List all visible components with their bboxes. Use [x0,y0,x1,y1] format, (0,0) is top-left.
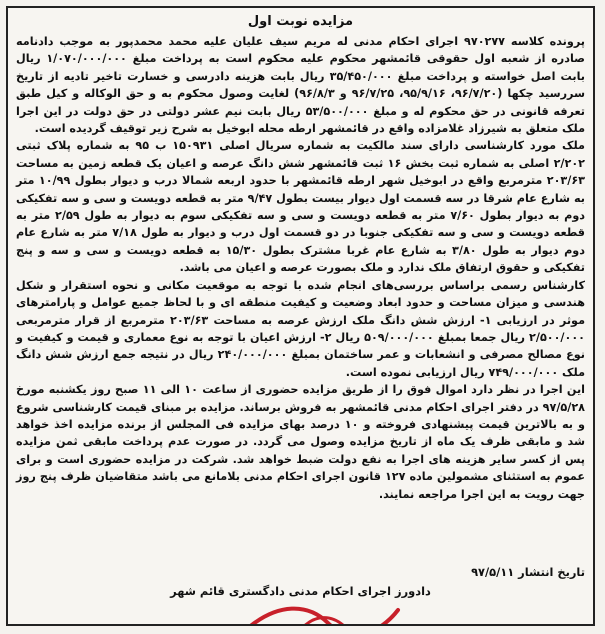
paragraph-valuation: کارشناس رسمی براساس بررسی‌های انجام شده با توجه به موقعیت مکانی و نحوه استقرار و شکل هندسی و میزان مساحت و حدود ابعاد وضعیت و کیفیت منطقه ای و با لحاظ جمیع عوامل و پارامترهای موثر در ارزیابی ۱- ارزش شش دانگ ملک ارزش عرصه به مساحت ۲۰۳/۶۳ مترمربع از قرار مترمربعی ۲/۵۰۰/۰۰۰ ریال جمعا بمبلغ ۵۰۹/۰۰۰/۰۰۰ ریال ۲- ارزش اعیان با توجه به نوع معماری و قیمت و کیفیت و نوع مصالح مصرفی و انشعابات و عمر ساختمان بمبلغ ۲۴۰/۰۰۰/۰۰۰ ریال در نتیجه جمع ارزش شش دانگ ملک ۷۴۹/۰۰۰/۰۰۰ ریال ارزیابی نموده است. [16,278,586,379]
paragraph-auction-terms: این اجرا در نظر دارد اموال فوق را از طریق مزایده حضوری از ساعت ۱۰ الی ۱۱ صبح روز یکشنبه مورخ ۹۷/۵/۲۸ در دفتر اجرای احکام مدنی قائمشهر به فروش برساند. مزایده بر مبنای قیمت کارشناسی شروع و به بالاترین قیمت پیشنهادی فروخته و ۱۰ درصد بهای مزایده فی المجلس از برنده مزایده اخذ خواهد شد و مابقی ظرف یک ماه از تاریخ مزایده وصول می گردد. در صورت عدم پرداخت مابقی ثمن مزایده پس از کسر سایر هزینه های اجرا به نفع دولت ضبط خواهد شد. شرکت در مزایده حضوری است و برای عموم به استثنای مشمولین ماده ۱۲۷ قانون اجرای احکام مدنی بلامانع می باشد متقاضیان ظرف پنج روز جهت رویت به این اجرا مراجعه نمایند. [16,383,585,501]
paragraph-property: ملک مورد کارشناسی دارای سند مالکیت به شماره سریال اصلی ۱۵۰۹۳۱ ب ۹۵ به شماره پلاک ثبتی ۲/۲۰۲ اصلی به شماره ثبت بخش ۱۶ ثبت قائمشهر شش دانگ عرصه و اعیان یک قطعه زمین به مساحت ۲۰۳/۶۳ مترمربع واقع در ابوخیل شهر ارطه قائمشهر با حدود اربعه شمالا درب و دیوار بطول ۱۰/۹۹ متر به شارع عام شرقا در سه قسمت اول دیوار بیست بطول ۹/۴۷ متر به قطعه دویست و سی و سه تفکیکی دوم به دیوار بطول ۷/۶۰ متر به قطعه دویست و سی و سه تفکیکی سوم به دیوار به طول ۲/۵۹ متر به قطعه دویست و سی و سه تفکیکی جنوبا در دو قسمت اول درب و دیوار به طول ۷/۱۸ متر به شارع عام دوم دیوار به طول ۳/۸۰ به شارع عام غربا مشترک بطول ۱۵/۳۰ به قطعه دویست و سی و سه و پنج تفکیکی و حقوق ارتفاق ملک ندارد و ملک بصورت عرصه و اعیان می باشد. [16,139,586,275]
notice-footer [16,564,585,600]
notice-body [8,33,593,503]
notice-title: مزایده نوبت اول [247,14,354,29]
red-stamp-mark [238,598,408,626]
stamp-stroke-2 [298,618,348,626]
publish-date: تاریخ انتشار ۹۷/۵/۱۱ [471,565,585,579]
paragraph-case: پرونده کلاسه ۹۷۰۲۷۷ اجرای احکام مدنی له مریم سیف علیان علیه محمد محمدپور به موجب دادنامه صادره از شعبه اول حقوقی قائمشهر محکوم علیه محکوم است به پرداخت مبلغ ۱/۰۷۰/۰۰۰/۰۰۰ ریال بابت اصل خواسته و پرداخت مبلغ ۳۵/۴۵۰/۰۰۰ ریال بابت هزینه دادرسی و خسارت تاخیر تادیه از تاریخ سررسید چکها (۹۶/۷/۲۰، ۹۵/۹/۱۶، ۹۶/۷/۲۵ و ۹۶/۸/۳) لغایت وصول محکوم به و حق الوکاله و کیل طبق تعرفه قانونی در حق محکوم له و مبلغ ۵۳/۵۰۰/۰۰۰ ریال بابت نیم عشر دولتی در حق دولت در این اجرا ملک متعلق به شیرزاد غلامزاده واقع در قائمشهر ارطه محله ابوخیل به شرح زیر توقیف گردیده است. [16,35,585,136]
signature-line: دادورز اجرای احکام مدنی دادگستری قائم شهر [170,584,431,598]
notice-frame [6,6,595,626]
